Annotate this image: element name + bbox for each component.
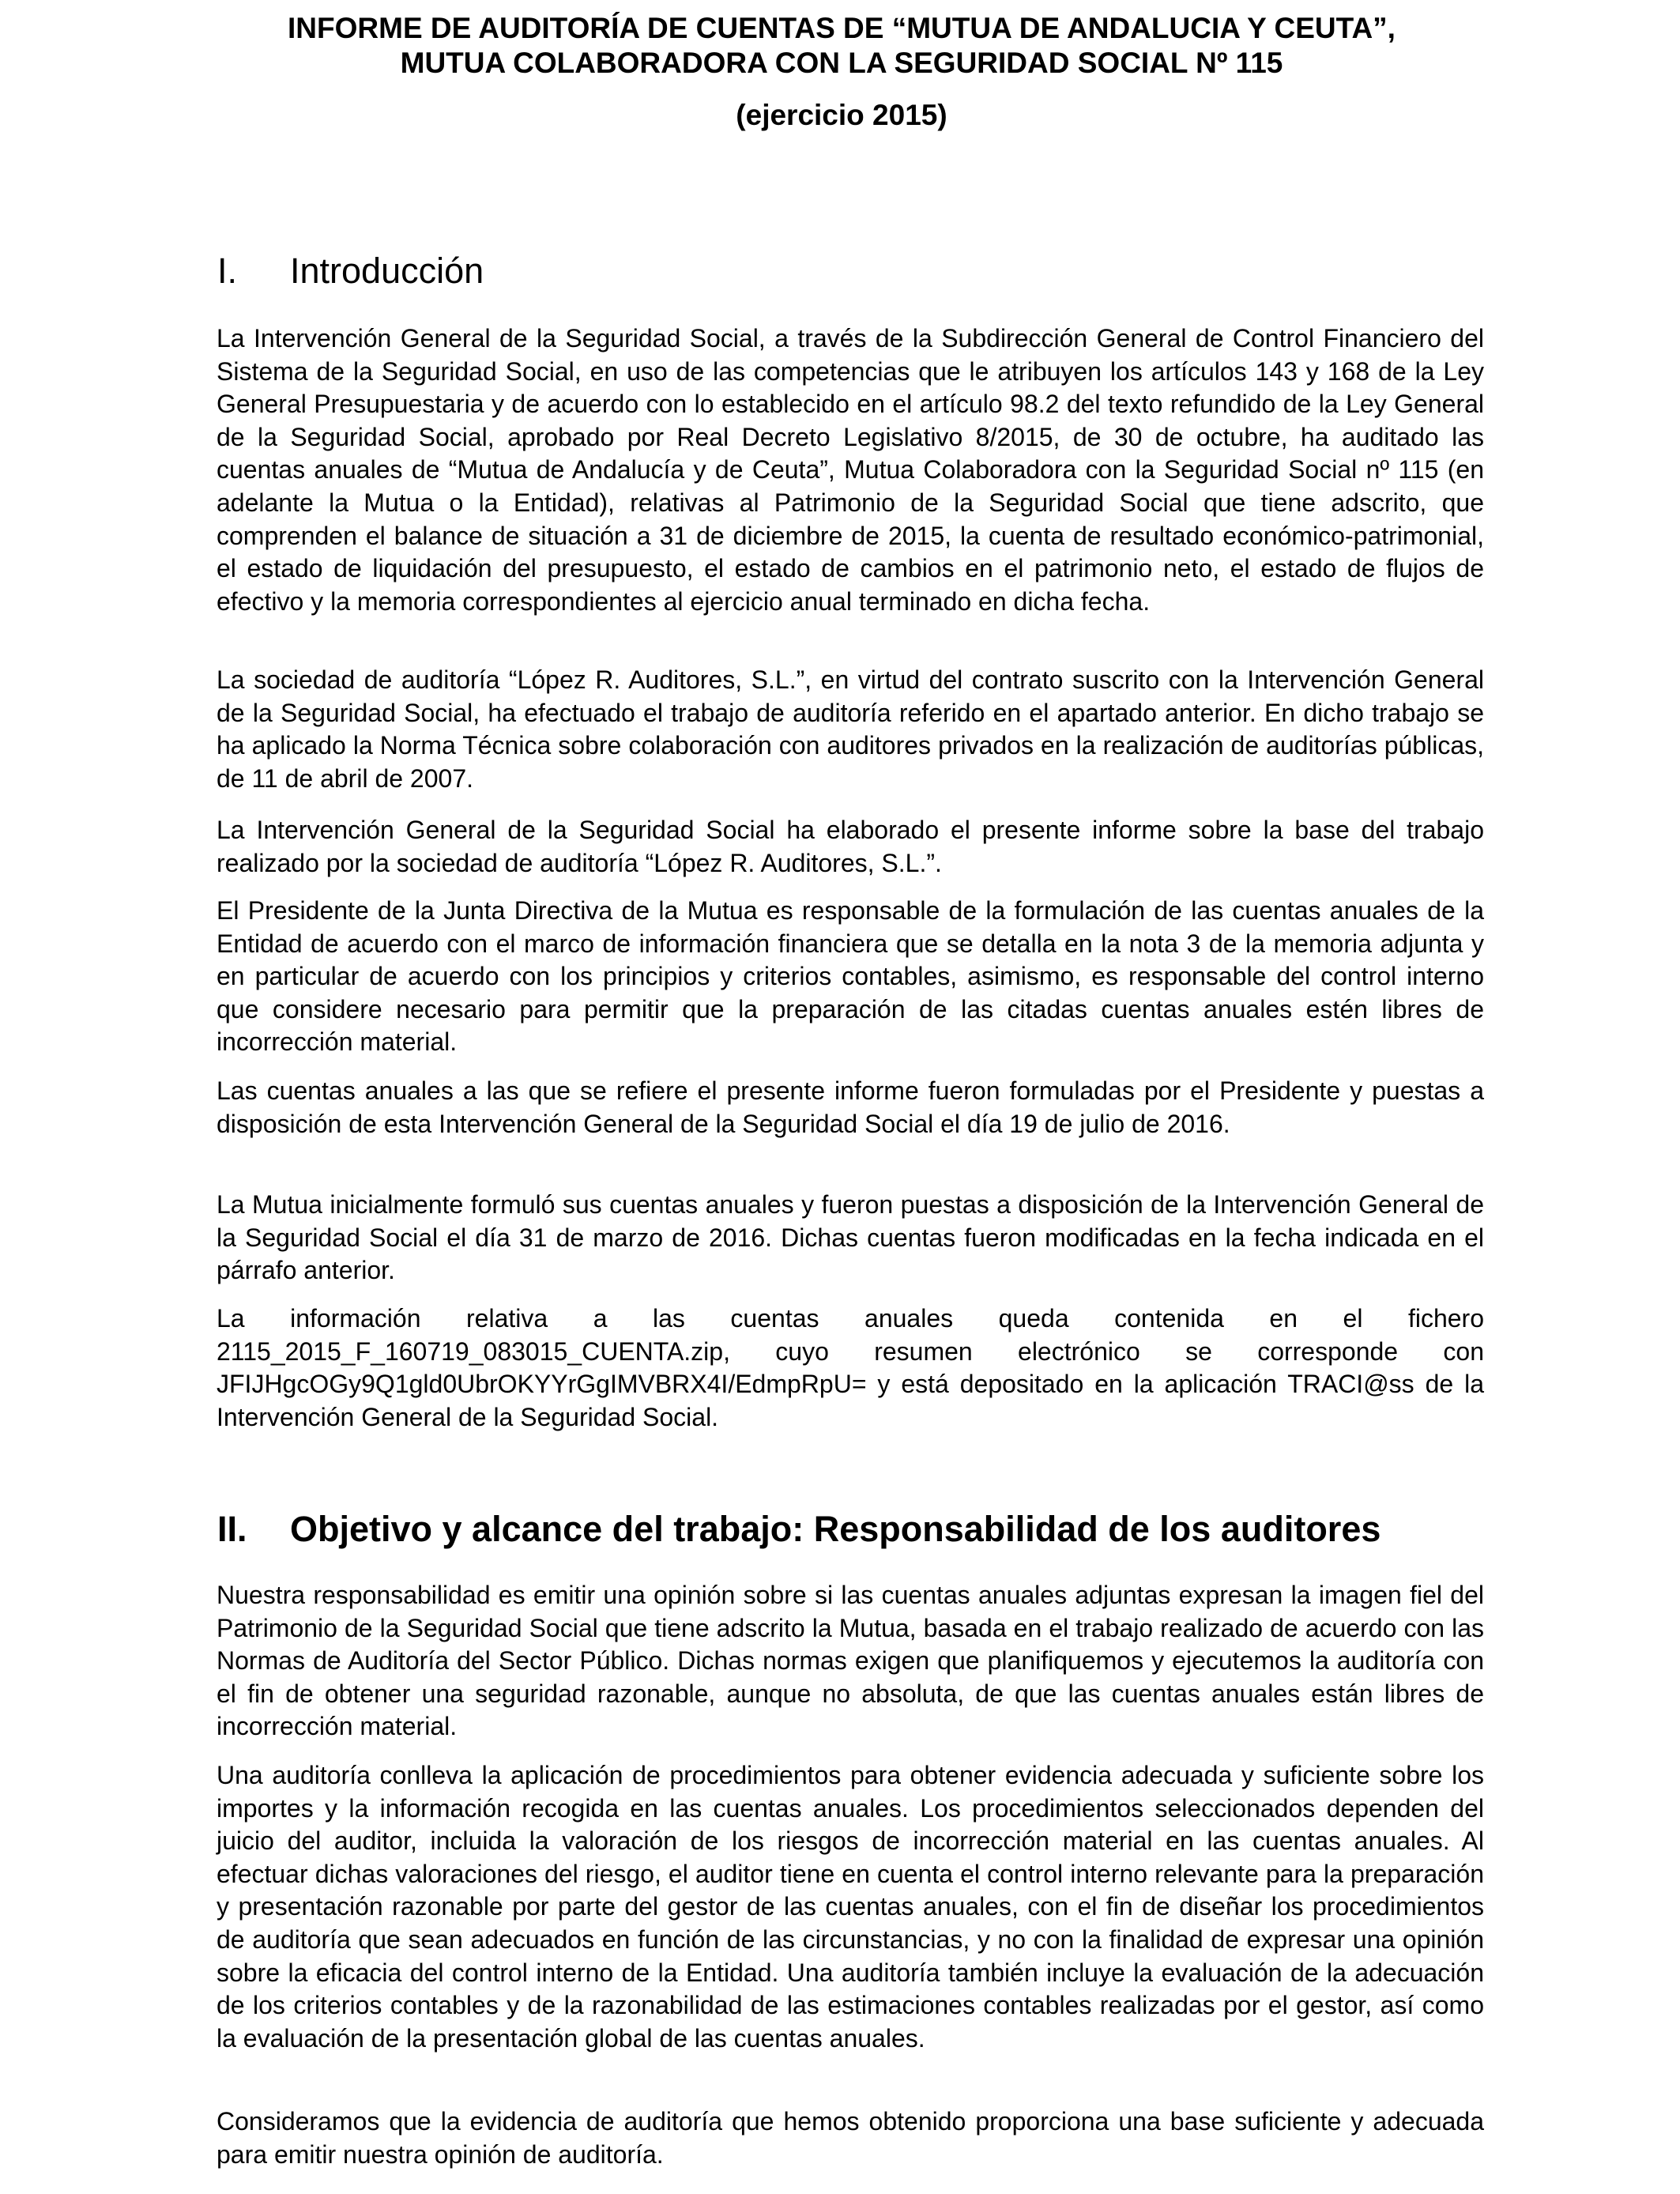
paragraph: La información relativa a las cuentas anuales queda contenida en el fichero 2115_2015_F_160719_083015_CUENTA.zip, cuyo resumen electrónico se corresponde con JFIJHgcOGy9Q1gld0UbrOKYYrGgIMVBRX4I/EdmpRpU= y está depositado en la aplicación TRACI@ss de la Intervención General de la Seguridad Social. xyxy=(217,1304,1484,1431)
paragraph: La Intervención General de la Seguridad Social, a través de la Subdirección General de Control Financiero del Sistema de la Seguridad Social, en uso de las competencias que le atribuyen los artículos 143 y 168 de la Ley General Presupuestaria y de acuerdo con lo establecido en el artículo 98.2 del texto refundido de la Ley General de la Seguridad Social, aprobado por Real Decreto Legislativo 8/2015, de 30 de octubre, ha auditado las cuentas anuales de “Mutua de Andalucía y de Ceuta”, Mutua Colaboradora con la Seguridad Social nº 115 (en adelante la Mutua o la Entidad), relativas al Patrimonio de la Seguridad Social que tiene adscrito, que comprenden el balance de situación a 31 de diciembre de 2015, la cuenta de resultado económico-patrimonial, el estado de liquidación del presupuesto, el estado de cambios en el patrimonio neto, el estado de flujos de efectivo y la memoria correspondientes al ejercicio anual terminado en dicha fecha. xyxy=(217,324,1484,616)
report-title-line-2: MUTUA COLABORADORA CON LA SEGURIDAD SOCIAL Nº 115 xyxy=(400,47,1283,79)
paragraph: Una auditoría conlleva la aplicación de procedimientos para obtener evidencia adecuada y suficiente sobre los importes y la información recogida en las cuentas anuales. Los procedimientos seleccionados dependen del juicio del auditor, incluida la valoración de los riesgos de incorrección material en las cuentas anuales. Al efectuar dichas valoraciones del riesgo, el auditor tiene en cuenta el control interno relevante para la preparación y presentación razonable por parte del gestor de las cuentas anuales, con el fin de diseñar los procedimientos de auditoría que sean adecuados en función de las circunstancias, y no con la finalidad de expresar una opinión sobre la eficacia del control interno de la Entidad. Una auditoría también incluye la evaluación de la adecuación de los criterios contables y de la razonabilidad de las estimaciones contables realizadas por el gestor, así como la evaluación de la presentación global de las cuentas anuales. xyxy=(217,1761,1484,2053)
report-title-line-1: INFORME DE AUDITORÍA DE CUENTAS DE “MUTUA DE ANDALUCIA Y CEUTA”, xyxy=(288,12,1396,44)
paragraph: La Mutua inicialmente formuló sus cuentas anuales y fueron puestas a disposición de la Intervención General de la Seguridad Social el día 31 de marzo de 2016. Dichas cuentas fueron modificadas en la fecha indicada en el párrafo anterior. xyxy=(217,1190,1484,1285)
paragraph: La sociedad de auditoría “López R. Auditores, S.L.”, en virtud del contrato suscrito con la Intervención General de la Seguridad Social, ha efectuado el trabajo de auditoría referido en el apartado anterior. En dicho trabajo se ha aplicado la Norma Técnica sobre colaboración con auditores privados en la realización de auditorías públicas, de 11 de abril de 2007. xyxy=(217,665,1484,793)
paragraph: Las cuentas anuales a las que se refiere el presente informe fueron formuladas por el Presidente y puestas a disposición de esta Intervención General de la Seguridad Social el día 19 de julio de 2016. xyxy=(217,1076,1484,1138)
section-title: Objetivo y alcance del trabajo: Responsabilidad de los auditores xyxy=(290,1509,1381,1549)
report-subtitle: (ejercicio 2015) xyxy=(736,99,947,131)
section-number: II. xyxy=(217,1509,247,1549)
paragraph: Consideramos que la evidencia de auditoría que hemos obtenido proporciona una base suficiente y adecuada para emitir nuestra opinión de auditoría. xyxy=(217,2107,1484,2169)
section-title: Introducción xyxy=(290,251,484,291)
section-heading-objetivo-alcance xyxy=(217,1508,1381,1551)
paragraph: Nuestra responsabilidad es emitir una opinión sobre si las cuentas anuales adjuntas expresan la imagen fiel del Patrimonio de la Seguridad Social que tiene adscrito la Mutua, basada en el trabajo realizado de acuerdo con las Normas de Auditoría del Sector Público. Dichas normas exigen que planifiquemos y ejecutemos la auditoría con el fin de obtener una seguridad razonable, aunque no absoluta, de que las cuentas anuales están libres de incorrección material. xyxy=(217,1581,1484,1741)
section-number: I. xyxy=(217,251,238,291)
paragraph: La Intervención General de la Seguridad Social ha elaborado el presente informe sobre la base del trabajo realizado por la sociedad de auditoría “López R. Auditores, S.L.”. xyxy=(217,816,1484,877)
section-heading-introduccion xyxy=(217,250,484,292)
paragraph: El Presidente de la Junta Directiva de la Mutua es responsable de la formulación de las cuentas anuales de la Entidad de acuerdo con el marco de información financiera que se detalla en la nota 3 de la memoria adjunta y en particular de acuerdo con los principios y criterios contables, asimismo, es responsable del control interno que considere necesario para permitir que la preparación de las citadas cuentas anuales estén libres de incorrección material. xyxy=(217,896,1484,1057)
